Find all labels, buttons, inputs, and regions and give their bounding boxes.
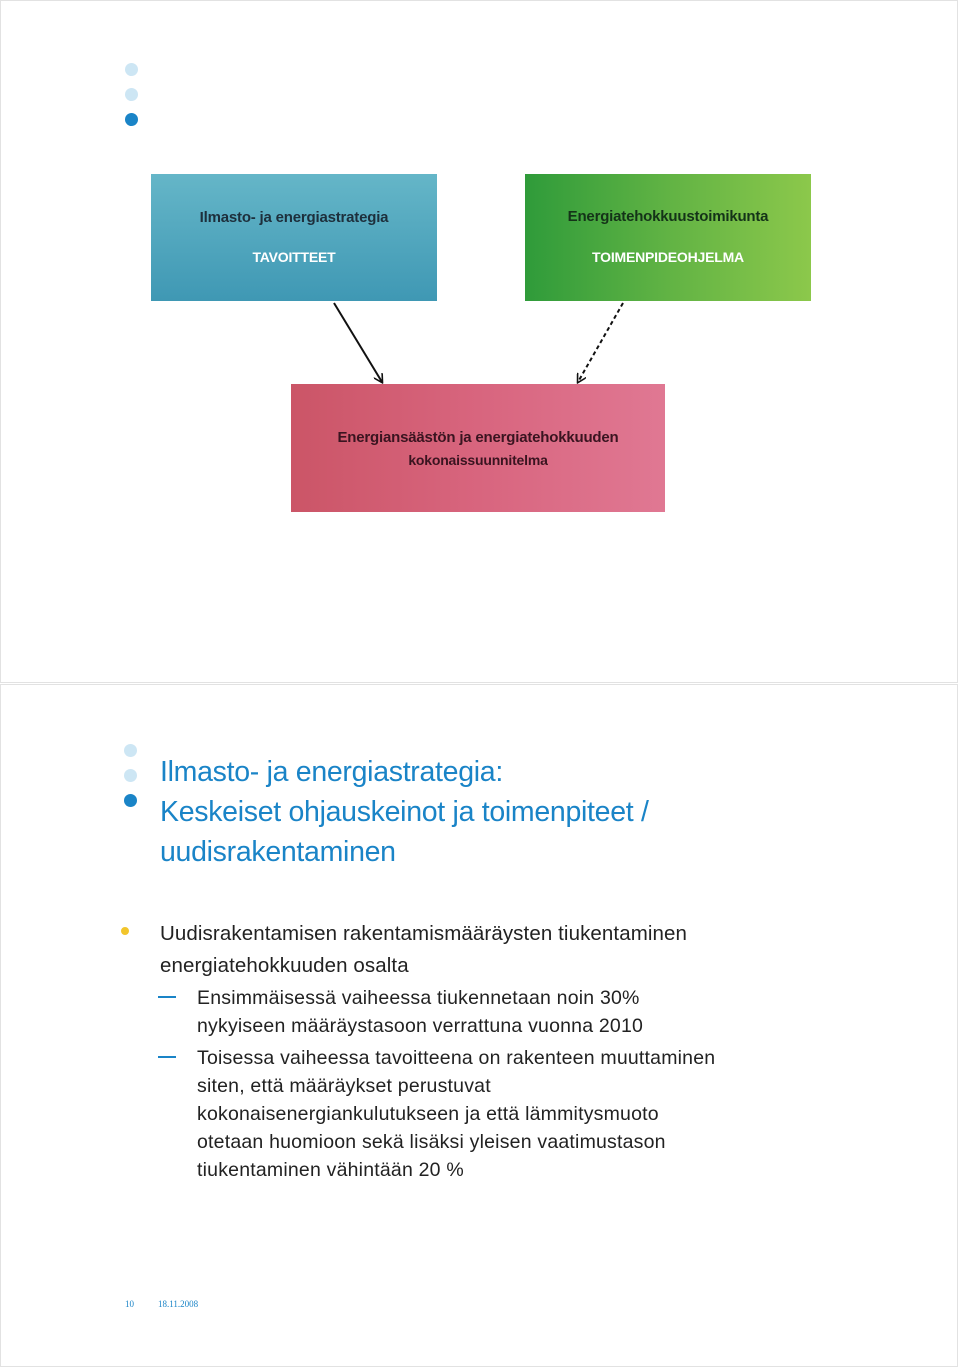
subbullet-line: Ensimmäisessä vaiheessa tiukennetaan noin 30% — [197, 987, 640, 1009]
dot-light — [124, 744, 137, 757]
dot-light — [124, 769, 137, 782]
strategy-box-title: Ilmasto- ja energiastrategia — [199, 209, 389, 226]
connector-arrows — [1, 1, 959, 684]
committee-box-subtitle: TOIMENPIDEOHJELMA — [592, 249, 744, 265]
plan-box-line1: Energiansäästön ja energiatehokkuuden — [337, 429, 619, 446]
bullet-line: energiatehokkuuden osalta — [160, 954, 409, 977]
dashed-arrow — [578, 303, 623, 382]
subbullet-line: otetaan huomioon sekä lisäksi yleisen vaatimustason — [197, 1131, 666, 1153]
title-line: Ilmasto- ja energiastrategia: — [160, 756, 503, 788]
subbullet-line: nykyiseen määräystasoon verrattuna vuonna 2010 — [197, 1015, 644, 1037]
committee-box-title: Energiatehokkuustoimikunta — [567, 208, 769, 225]
subbullet-1 — [197, 984, 643, 1040]
subbullet-dash — [158, 996, 176, 998]
footer-date: 18.11.2008 — [158, 1299, 199, 1309]
subbullet-dash — [158, 1056, 176, 1058]
dot-dark — [124, 794, 137, 807]
solid-arrow — [334, 303, 382, 382]
subbullet-line: tiukentaminen vähintään 20 % — [197, 1159, 464, 1181]
slide-title — [160, 752, 649, 872]
bullet-marker — [121, 927, 129, 935]
subbullet-line: siten, että määräykset perustuvat — [197, 1075, 491, 1097]
subbullet-line: Toisessa vaiheessa tavoitteena on rakenteen muuttaminen — [197, 1047, 716, 1069]
main-bullet — [160, 918, 687, 982]
slide-diagram — [0, 0, 958, 683]
title-line: uudisrakentaminen — [160, 836, 396, 868]
page-number: 10 — [125, 1299, 134, 1309]
plan-box-line2: kokonaissuunnitelma — [408, 452, 548, 468]
bullet-line: Uudisrakentamisen rakentamismääräysten tiukentaminen — [160, 922, 688, 945]
strategy-box-subtitle: TAVOITTEET — [252, 249, 336, 265]
subbullet-2 — [197, 1044, 715, 1184]
subbullet-line: kokonaisenergiankulutukseen ja että lämmitysmuoto — [197, 1103, 659, 1125]
title-line: Keskeiset ohjauskeinot ja toimenpiteet / — [160, 796, 649, 828]
